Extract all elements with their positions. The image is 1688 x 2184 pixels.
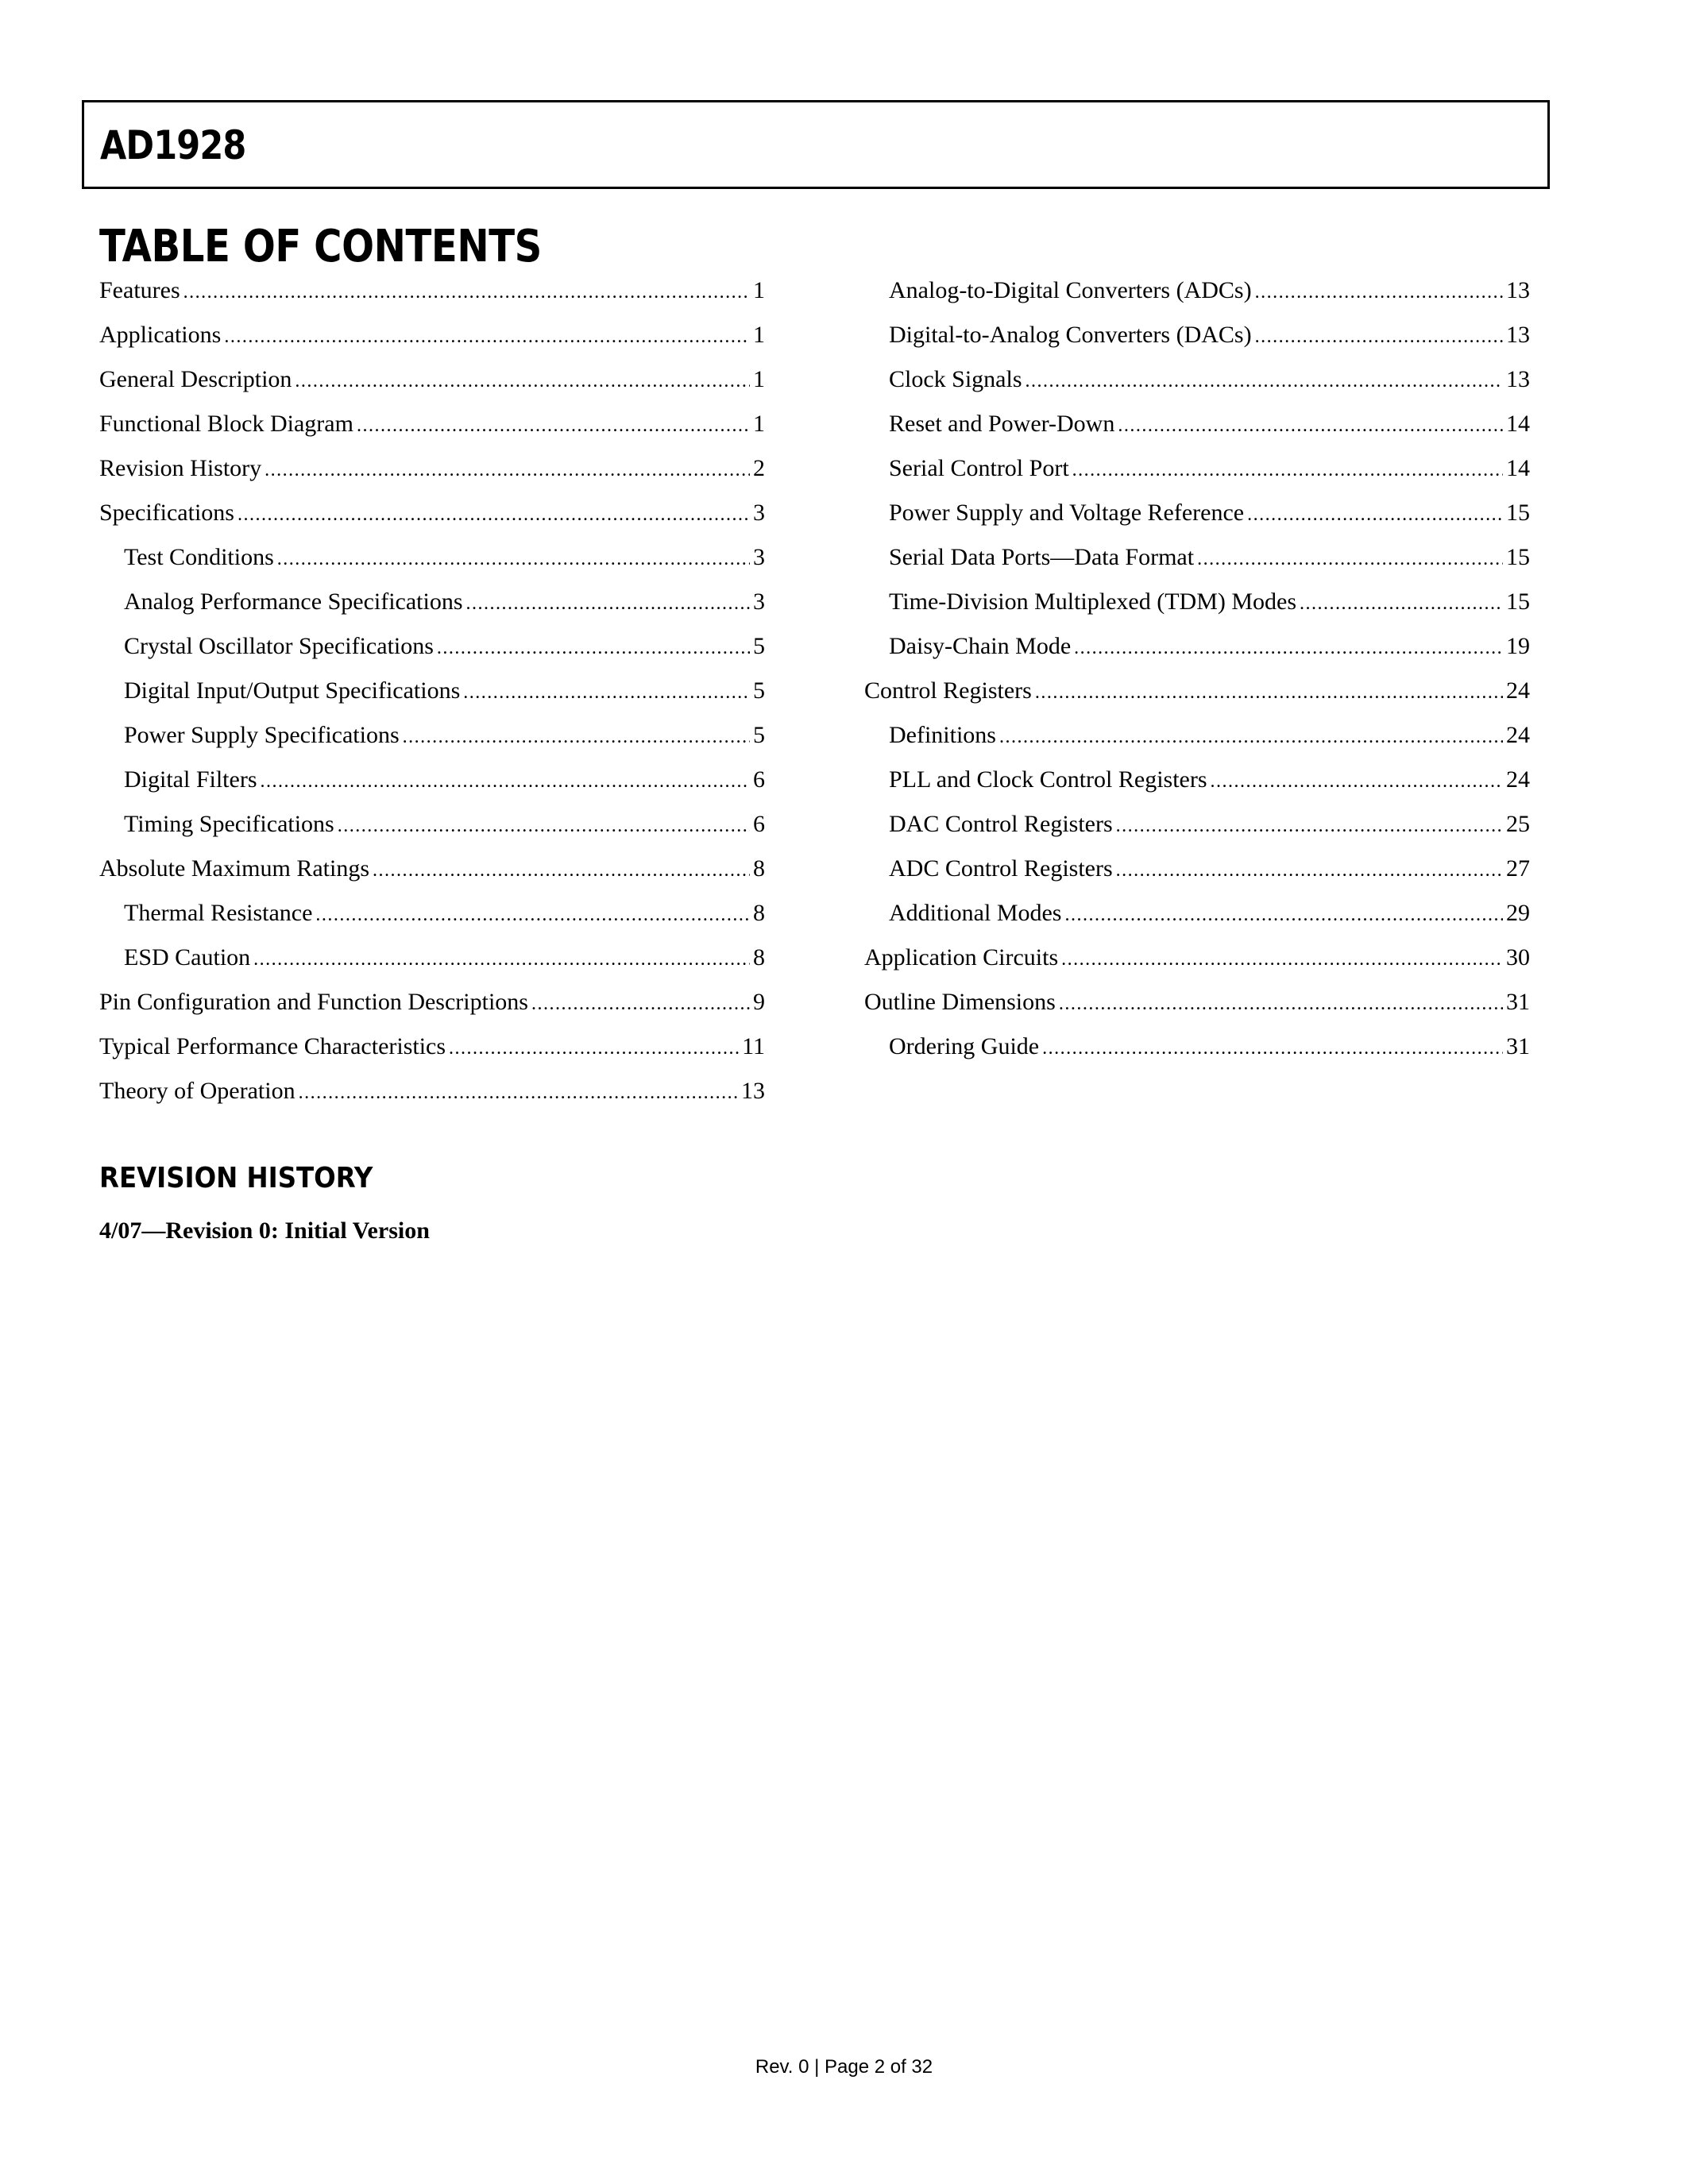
toc-entry-title: Application Circuits [864, 944, 1059, 970]
toc-entry-title: Specifications [99, 500, 234, 526]
toc-entry[interactable] [99, 402, 765, 446]
toc-entry-title: Digital Input/Output Specifications [124, 677, 461, 704]
toc-entry-page: 1 [753, 322, 765, 348]
toc-entry[interactable] [99, 580, 765, 624]
toc-entry[interactable] [99, 802, 765, 847]
toc-entry[interactable] [99, 357, 765, 402]
toc-column-right [864, 268, 1530, 1069]
toc-entry-title: PLL and Clock Control Registers [889, 766, 1207, 793]
toc-entry[interactable] [864, 446, 1530, 491]
toc-entry-title: Power Supply and Voltage Reference [889, 500, 1245, 526]
toc-entry-title: Analog Performance Specifications [124, 588, 463, 615]
page-footer: Rev. 0 | Page 2 of 32 [755, 2056, 933, 2078]
toc-entry-page: 9 [753, 989, 765, 1015]
toc-column-left [99, 268, 765, 1113]
toc-entry[interactable] [864, 891, 1530, 936]
toc-entry-page: 6 [753, 766, 765, 793]
toc-entry-title: Digital Filters [124, 766, 257, 793]
toc-entry-page: 24 [1506, 677, 1530, 704]
toc-entry[interactable] [864, 268, 1530, 313]
toc-entry-title: DAC Control Registers [889, 811, 1113, 837]
header-box [82, 100, 1550, 189]
toc-dot-leader [1255, 270, 1503, 313]
toc-dot-leader [315, 893, 750, 936]
toc-dot-leader [261, 759, 751, 802]
toc-entry[interactable] [864, 491, 1530, 535]
toc-entry-title: Reset and Power-Down [889, 411, 1115, 437]
toc-dot-leader [466, 581, 750, 624]
toc-entry-page: 1 [753, 366, 765, 392]
toc-dot-leader [295, 359, 750, 402]
toc-dot-leader [463, 670, 750, 713]
toc-entry-title: Test Conditions [124, 544, 274, 570]
toc-entry-page: 8 [753, 944, 765, 970]
toc-dot-leader [403, 715, 750, 758]
toc-dot-leader [1072, 448, 1503, 491]
toc-dot-leader [1035, 670, 1503, 713]
toc-entry-title: Timing Specifications [124, 811, 334, 837]
toc-entry-page: 15 [1506, 588, 1530, 615]
toc-dot-leader [1074, 626, 1503, 669]
toc-entry-page: 1 [753, 277, 765, 303]
toc-entry-page: 11 [742, 1033, 765, 1059]
toc-entry[interactable] [864, 758, 1530, 802]
toc-entry-page: 19 [1506, 633, 1530, 659]
toc-entry-title: Daisy-Chain Mode [889, 633, 1072, 659]
toc-entry-page: 8 [753, 855, 765, 882]
toc-entry-title: Additional Modes [889, 900, 1062, 926]
toc-entry-page: 1 [753, 411, 765, 437]
toc-entry-page: 25 [1506, 811, 1530, 837]
toc-entry-page: 8 [753, 900, 765, 926]
toc-dot-leader [1197, 537, 1503, 580]
toc-entry[interactable] [864, 980, 1530, 1024]
toc-entry-title: Control Registers [864, 677, 1032, 704]
toc-entry-page: 14 [1506, 455, 1530, 481]
toc-entry[interactable] [864, 313, 1530, 357]
toc-dot-leader [238, 492, 750, 535]
toc-dot-leader [373, 848, 750, 891]
toc-dot-leader [1116, 804, 1503, 847]
toc-dot-leader [1255, 314, 1503, 357]
toc-entry-title: Power Supply Specifications [124, 722, 400, 748]
part-number: AD1928 [100, 122, 246, 168]
toc-entry-title: Crystal Oscillator Specifications [124, 633, 434, 659]
toc-entry-page: 24 [1506, 722, 1530, 748]
toc-entry-title: Outline Dimensions [864, 989, 1056, 1015]
toc-entry[interactable] [99, 713, 765, 758]
toc-entry-page: 3 [753, 588, 765, 615]
toc-entry-page: 30 [1506, 944, 1530, 970]
toc-entry[interactable] [99, 491, 765, 535]
toc-entry[interactable] [99, 669, 765, 713]
toc-entry-page: 5 [753, 677, 765, 704]
toc-entry[interactable] [864, 713, 1530, 758]
toc-entry-title: Pin Configuration and Function Descriptions [99, 989, 528, 1015]
toc-entry-page: 13 [1506, 366, 1530, 392]
toc-dot-leader [449, 1026, 739, 1069]
toc-entry-page: 5 [753, 633, 765, 659]
toc-entry-page: 15 [1506, 544, 1530, 570]
toc-entry[interactable] [99, 535, 765, 580]
toc-entry[interactable] [99, 446, 765, 491]
toc-entry-title: Revision History [99, 455, 262, 481]
toc-entry-page: 6 [753, 811, 765, 837]
toc-entry[interactable] [864, 1024, 1530, 1069]
toc-entry-title: Applications [99, 322, 222, 348]
toc-entry-title: Definitions [889, 722, 996, 748]
toc-entry[interactable] [864, 357, 1530, 402]
toc-entry-title: Theory of Operation [99, 1078, 295, 1104]
toc-entry-page: 29 [1506, 900, 1530, 926]
toc-dot-leader [253, 937, 750, 980]
toc-dot-leader [183, 270, 750, 313]
toc-entry-title: ADC Control Registers [889, 855, 1113, 882]
toc-entry-page: 24 [1506, 766, 1530, 793]
toc-dot-leader [437, 626, 750, 669]
toc-entry-page: 31 [1506, 1033, 1530, 1059]
toc-entry[interactable] [99, 624, 765, 669]
revision-history-heading: REVISION HISTORY [99, 1162, 373, 1194]
toc-entry-page: 31 [1506, 989, 1530, 1015]
toc-entry[interactable] [99, 847, 765, 891]
toc-entry[interactable] [864, 669, 1530, 713]
toc-entry[interactable] [864, 802, 1530, 847]
toc-dot-leader [277, 537, 750, 580]
toc-entry-page: 13 [1506, 277, 1530, 303]
toc-dot-leader [1042, 1026, 1503, 1069]
toc-entry-page: 27 [1506, 855, 1530, 882]
toc-entry[interactable] [99, 1069, 765, 1113]
toc-entry[interactable] [864, 847, 1530, 891]
toc-dot-leader [357, 403, 750, 446]
toc-dot-leader [1061, 937, 1503, 980]
toc-dot-leader [531, 982, 750, 1024]
toc-dot-leader [1026, 359, 1503, 402]
toc-entry-title: Features [99, 277, 180, 303]
toc-entry[interactable] [864, 624, 1530, 669]
toc-entry-title: Ordering Guide [889, 1033, 1040, 1059]
toc-entry-title: Serial Data Ports—Data Format [889, 544, 1195, 570]
toc-entry[interactable] [864, 402, 1530, 446]
toc-entry-title: Clock Signals [889, 366, 1022, 392]
toc-dot-leader [1116, 848, 1503, 891]
toc-dot-leader [1059, 982, 1503, 1024]
toc-entry-page: 15 [1506, 500, 1530, 526]
toc-entry-title: Serial Control Port [889, 455, 1069, 481]
toc-entry[interactable] [99, 980, 765, 1024]
toc-entry[interactable] [99, 936, 765, 980]
toc-entry-title: Typical Performance Characteristics [99, 1033, 446, 1059]
toc-entry-page: 3 [753, 500, 765, 526]
toc-dot-leader [1300, 581, 1503, 624]
toc-entry[interactable] [99, 313, 765, 357]
revision-entry: 4/07—Revision 0: Initial Version [99, 1217, 430, 1244]
toc-dot-leader [265, 448, 750, 491]
toc-entry[interactable] [99, 268, 765, 313]
toc-dot-leader [999, 715, 1503, 758]
toc-dot-leader [1118, 403, 1503, 446]
toc-dot-leader [1065, 893, 1504, 936]
toc-entry-title: Time-Division Multiplexed (TDM) Modes [889, 588, 1297, 615]
toc-entry-page: 2 [753, 455, 765, 481]
toc-entry[interactable] [99, 891, 765, 936]
toc-entry-page: 14 [1506, 411, 1530, 437]
toc-entry[interactable] [864, 535, 1530, 580]
toc-entry-page: 3 [753, 544, 765, 570]
toc-dot-leader [299, 1071, 738, 1113]
toc-dot-leader [1247, 492, 1503, 535]
toc-dot-leader [338, 804, 750, 847]
toc-entry[interactable] [99, 1024, 765, 1069]
toc-entry-page: 5 [753, 722, 765, 748]
toc-entry[interactable] [99, 758, 765, 802]
toc-entry-title: Absolute Maximum Ratings [99, 855, 369, 882]
toc-entry-page: 13 [741, 1078, 765, 1104]
toc-entry-page: 13 [1506, 322, 1530, 348]
toc-dot-leader [224, 314, 750, 357]
toc-entry-title: ESD Caution [124, 944, 251, 970]
toc-entry[interactable] [864, 580, 1530, 624]
toc-entry-title: Digital-to-Analog Converters (DACs) [889, 322, 1252, 348]
toc-dot-leader [1211, 759, 1503, 802]
toc-entry-title: General Description [99, 366, 292, 392]
toc-entry-title: Functional Block Diagram [99, 411, 353, 437]
toc-entry[interactable] [864, 936, 1530, 980]
toc-title: TABLE OF CONTENTS [99, 221, 542, 272]
toc-entry-title: Thermal Resistance [124, 900, 313, 926]
toc-entry-title: Analog-to-Digital Converters (ADCs) [889, 277, 1252, 303]
